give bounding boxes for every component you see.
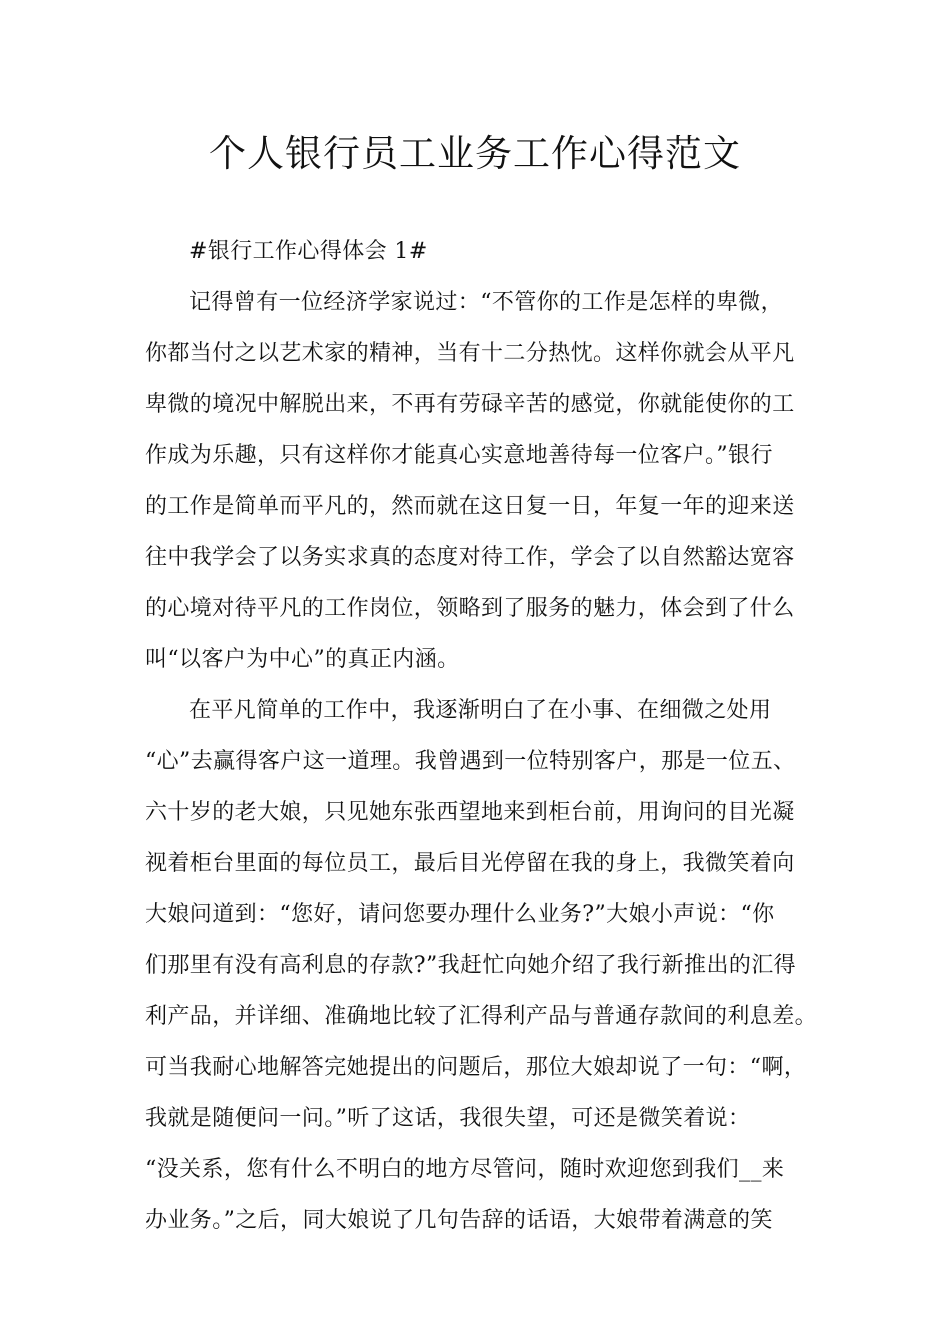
paragraph-line: 可当我耐心地解答完她提出的问题后，那位大娘却说了一句：“啊， (145, 1055, 807, 1080)
paragraph-line: 们那里有没有高利息的存款?”我赶忙向她介绍了我行新推出的汇得 (145, 953, 797, 978)
paragraph-line: 作成为乐趣，只有这样你才能真心实意地善待每一位客户。”银行 (145, 443, 773, 468)
paragraph-line: 叫“以客户为中心”的真正内涵。 (145, 647, 460, 672)
paragraph-line: 我就是随便问一问。”听了这话，我很失望，可还是微笑着说： (145, 1106, 751, 1131)
paragraph-line: 卑微的境况中解脱出来，不再有劳碌辛苦的感觉，你就能使你的工 (145, 392, 795, 417)
paragraph-line: 六十岁的老大娘，只见她东张西望地来到柜台前，用询问的目光凝 (145, 800, 795, 825)
paragraph-line: 办业务。”之后，同大娘说了几句告辞的话语，大娘带着满意的笑 (145, 1208, 773, 1233)
paragraph-line: 视着柜台里面的每位员工，最后目光停留在我的身上，我微笑着向 (145, 851, 795, 876)
section-heading: #银行工作心得体会 1# (189, 239, 428, 264)
document-title: 个人银行员工业务工作心得范文 (209, 132, 741, 175)
paragraph-line: “心”去赢得客户这一道理。我曾遇到一位特别客户，那是一位五、 (145, 749, 796, 774)
paragraph-line: “没关系，您有什么不明白的地方尽管问，随时欢迎您到我们__来 (145, 1157, 785, 1182)
paragraph-line: 的工作是简单而平凡的，然而就在这日复一日，年复一年的迎来送 (145, 494, 795, 519)
document-body (145, 226, 825, 1246)
paragraph-line: 你都当付之以艺术家的精神，当有十二分热忱。这样你就会从平凡 (145, 341, 795, 366)
paragraph-line: 利产品，并详细、准确地比较了汇得利产品与普通存款间的利息差。 (145, 1004, 818, 1029)
paragraph-line: 往中我学会了以务实求真的态度对待工作，学会了以自然豁达宽容 (145, 545, 795, 570)
paragraph-line: 大娘问道到：“您好，请问您要办理什么业务?”大娘小声说：“你 (145, 902, 775, 927)
paragraph-line: 的心境对待平凡的工作岗位，领略到了服务的魅力，体会到了什么 (145, 596, 795, 621)
paragraph-line: 记得曾有一位经济学家说过：“不管你的工作是怎样的卑微， (189, 290, 784, 315)
paragraph-line: 在平凡简单的工作中，我逐渐明白了在小事、在细微之处用 (189, 698, 772, 723)
